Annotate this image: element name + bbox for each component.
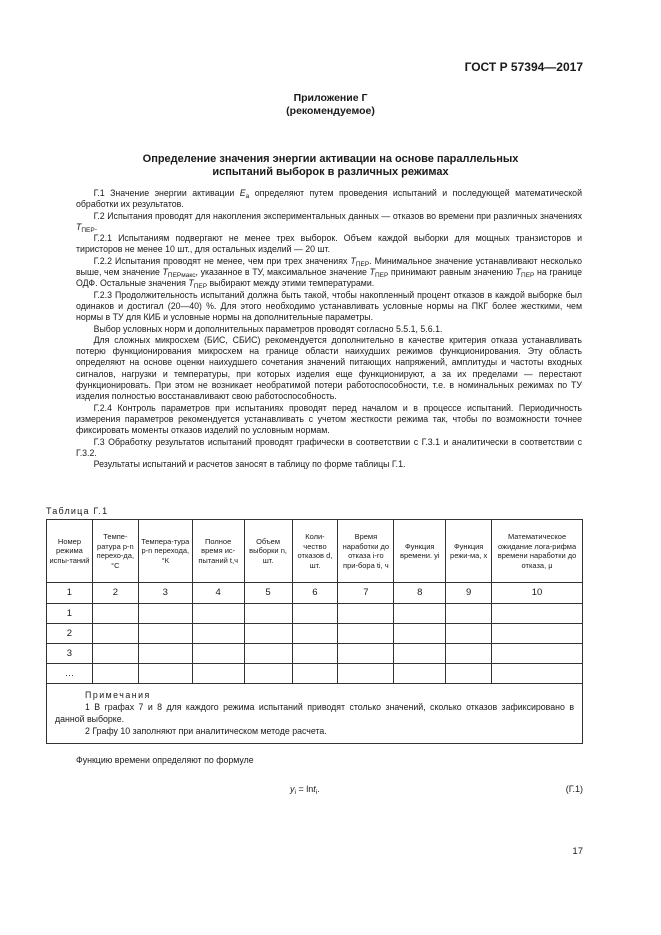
g1-text: Г.1 Значение энергии активации bbox=[93, 188, 240, 198]
table-cell bbox=[492, 664, 583, 684]
table-cell bbox=[292, 644, 338, 664]
column-number: 2 bbox=[92, 583, 138, 604]
table-notes-cell bbox=[47, 684, 583, 744]
formula-y: y bbox=[290, 784, 295, 794]
section-heading-line-1: Определение значения энергии активации на основе параллельных bbox=[142, 153, 519, 165]
paragraph-g1 bbox=[76, 188, 582, 211]
paragraph-g3 bbox=[76, 437, 582, 460]
temperature-subscript: ПЕР bbox=[193, 283, 208, 291]
table-cell bbox=[292, 604, 338, 624]
table-header-cell: Номер режима испы-таний bbox=[47, 520, 93, 583]
temperature-symbol: T bbox=[76, 221, 82, 232]
section-heading-line-2: испытаний выборок в различных режимах bbox=[212, 166, 449, 178]
appendix-subtitle: (рекомендуемое) bbox=[286, 105, 375, 117]
table-cell bbox=[192, 604, 244, 624]
column-number: 10 bbox=[492, 583, 583, 604]
table-cell bbox=[192, 664, 244, 684]
table-caption: Таблица Г.1 bbox=[46, 506, 109, 516]
table-cell bbox=[92, 644, 138, 664]
temperature-subscript: ПЕР bbox=[374, 272, 389, 280]
table-notes-row bbox=[47, 684, 583, 744]
paragraph-g21 bbox=[76, 233, 582, 256]
temperature-symbol: T bbox=[162, 267, 168, 278]
column-number: 9 bbox=[446, 583, 492, 604]
formula-period: . bbox=[317, 784, 320, 794]
table-cell bbox=[292, 664, 338, 684]
table-cell bbox=[244, 664, 292, 684]
table-cell bbox=[338, 644, 394, 664]
column-number: 8 bbox=[394, 583, 446, 604]
table-cell bbox=[138, 664, 192, 684]
temperature-symbol: T bbox=[369, 267, 375, 278]
mode-number-cell: 2 bbox=[47, 624, 93, 644]
table-cell bbox=[138, 644, 192, 664]
paragraph-g23 bbox=[76, 290, 582, 324]
paragraph-g2 bbox=[76, 211, 582, 234]
column-number: 7 bbox=[338, 583, 394, 604]
table-header-cell: Коли-чество отказов d, шт. bbox=[292, 520, 338, 583]
note-1: 1 В графах 7 и 8 для каждого режима испытаний приводят столько значений, сколько отказов зафиксировано в данной выборке. bbox=[55, 702, 574, 724]
results-table bbox=[46, 519, 583, 744]
mode-number-cell: 1 bbox=[47, 604, 93, 624]
g2-text-end: . bbox=[94, 221, 98, 232]
paragraph-results bbox=[76, 459, 582, 470]
g22-text-b: . Минимальное значение устанавливают несколько выше, чем значение bbox=[76, 255, 582, 278]
table-cell bbox=[492, 604, 583, 624]
formula-y-subscript: i bbox=[294, 789, 296, 796]
activation-energy-subscript: a bbox=[245, 193, 250, 200]
results-text: Результаты испытаний и расчетов заносят в таблицу по форме таблицы Г.1. bbox=[93, 459, 406, 470]
paragraph-g24 bbox=[76, 403, 582, 437]
section-heading bbox=[0, 153, 661, 179]
g22-text-a: Г.2.2 Испытания проводят не менее, чем при трех значениях bbox=[93, 255, 351, 266]
table-cell bbox=[394, 664, 446, 684]
mode-number-cell: 3 bbox=[47, 644, 93, 664]
g2-text: Г.2 Испытания проводят для накопления экспериментальных данных — отказов во времени при различных значениях bbox=[93, 210, 582, 221]
temperature-max-subscript: ПЕРмакс bbox=[167, 272, 196, 280]
temperature-symbol: T bbox=[188, 278, 194, 289]
g21-text: Г.2.1 Испытаниям подвергают не менее трех выборок. Объем каждой выборки для мощных транзисторов и тиристоров не менее 10 шт., для остальных изделий — 20 шт. bbox=[76, 233, 582, 255]
formula-ln: = ln bbox=[295, 784, 314, 794]
table-header-cell: Функция режи-ма, x bbox=[446, 520, 492, 583]
table-cell bbox=[492, 624, 583, 644]
formula-t: t bbox=[313, 784, 316, 794]
table-cell bbox=[394, 604, 446, 624]
appendix-title-block bbox=[0, 92, 661, 118]
table-cell bbox=[244, 624, 292, 644]
table-cell bbox=[92, 624, 138, 644]
table-cell bbox=[446, 604, 492, 624]
temperature-subscript: ПЕР bbox=[355, 260, 370, 268]
column-number: 6 bbox=[292, 583, 338, 604]
table-header-cell: Функция времени. yi bbox=[394, 520, 446, 583]
table-cell bbox=[446, 644, 492, 664]
table-cell bbox=[338, 664, 394, 684]
table-cell bbox=[338, 624, 394, 644]
table-cell bbox=[92, 604, 138, 624]
table-cell bbox=[192, 644, 244, 664]
table-row bbox=[47, 664, 583, 684]
formula-t-subscript: i bbox=[315, 789, 318, 796]
table-row bbox=[47, 644, 583, 664]
g22-text-d: принимают равным значению bbox=[388, 267, 516, 278]
table-cell bbox=[446, 664, 492, 684]
g23-text: Г.2.3 Продолжительность испытаний должна быть такой, чтобы накопленный процент отказов в каждой выборке был одинаков и достигал (20—40) %. Для этого необходимо устанавливать условные нормы на ПКГ более жесткими, чем нормы в ТУ для КИБ и условные нормы на дополнительные параметры. bbox=[76, 289, 582, 323]
table-row bbox=[47, 604, 583, 624]
g22-text-e: на границе ОДФ. Остальные значения bbox=[76, 267, 582, 289]
paragraph-norms bbox=[76, 324, 582, 335]
g22-text-c: , указанное в ТУ, максимальное значение bbox=[195, 267, 370, 278]
table-header-cell: Объем выборки n, шт. bbox=[244, 520, 292, 583]
page-number: 17 bbox=[572, 846, 583, 857]
g22-text-f: выбирают между этими температурами. bbox=[207, 278, 375, 289]
temperature-subscript: ПЕР bbox=[81, 226, 95, 234]
table-column-number-row bbox=[47, 583, 583, 604]
table-header-cell: Темпе-ратура p-n перехо-да, °С bbox=[92, 520, 138, 583]
table-cell bbox=[446, 624, 492, 644]
table-row bbox=[47, 624, 583, 644]
table-header-cell: Время наработки до отказа i-го при-бора ti, ч bbox=[338, 520, 394, 583]
complex-microchips-text: Для сложных микросхем (БИС, СБИС) рекомендуется дополнительно в качестве критерия отказа устанавливать потерю функционирования микросхем на границе области наихудших режимов функционирования. Эту область определяют на основе оценки наихудшего сочетания значений питающих напряжений, амплитуды и частоты входных сигналов, нагрузки и температуры, при которых изделия еще функционируют, а за их пределами — перестают функционировать. При этом не возникает необратимой потери работоспособности, т.е. в номинальных режимах по ТУ изделия полностью восстанавливают свою работоспособность. bbox=[76, 334, 582, 402]
table-cell bbox=[492, 644, 583, 664]
standard-designation: ГОСТ Р 57394—2017 bbox=[464, 60, 583, 74]
paragraph-g22 bbox=[76, 256, 582, 290]
table-header-cell: Полное время ис-пытаний t,ч bbox=[192, 520, 244, 583]
norms-text: Выбор условных норм и дополнительных параметров проводят согласно 5.5.1, 5.6.1. bbox=[93, 323, 443, 334]
table-header-row bbox=[47, 520, 583, 583]
table-cell bbox=[338, 604, 394, 624]
temperature-symbol: T bbox=[350, 255, 356, 266]
table-cell bbox=[394, 624, 446, 644]
g1-text-end: определяют путем проведения испытаний и последующей математической обработки их результатов. bbox=[76, 188, 582, 210]
column-number: 4 bbox=[192, 583, 244, 604]
formula-number: (Г.1) bbox=[565, 784, 583, 794]
table-cell bbox=[92, 664, 138, 684]
table-cell bbox=[138, 604, 192, 624]
table-cell bbox=[138, 624, 192, 644]
table-header-cell: Темпера-тура p-n перехода, °К bbox=[138, 520, 192, 583]
g24-text: Г.2.4 Контроль параметров при испытаниях проводят перед началом и в процессе испытаний. Периодичность измерения параметров рекомендуется устанавливать с учетом жесткости режима так, чтобы по возможности точнее фиксировать моменты отказов изделий по условным нормам. bbox=[76, 402, 582, 436]
column-number: 1 bbox=[47, 583, 93, 604]
table-cell bbox=[394, 644, 446, 664]
note-2: 2 Графу 10 заполняют при аналитическом методе расчета. bbox=[85, 726, 327, 736]
table-cell bbox=[292, 624, 338, 644]
mode-number-cell: … bbox=[47, 664, 93, 684]
column-number: 5 bbox=[244, 583, 292, 604]
table-cell bbox=[192, 624, 244, 644]
table-cell bbox=[244, 604, 292, 624]
column-number: 3 bbox=[138, 583, 192, 604]
table-header-cell: Математическое ожидание лога-рифма времени наработки до отказа, μ bbox=[492, 520, 583, 583]
table-cell bbox=[244, 644, 292, 664]
activation-energy-symbol: E bbox=[239, 188, 246, 198]
temperature-symbol: T bbox=[515, 267, 522, 278]
body-text bbox=[76, 188, 582, 470]
g3-text: Г.3 Обработку результатов испытаний проводят графически в соответствии с Г.3.1 и аналитически в соответствии с Г.3.2. bbox=[76, 436, 582, 458]
paragraph-complex-microchips bbox=[76, 335, 582, 403]
temperature-subscript: ПЕР bbox=[521, 272, 535, 280]
appendix-title: Приложение Г bbox=[293, 92, 368, 104]
notes-title: Примечания bbox=[85, 690, 151, 700]
formula-intro: Функцию времени определяют по формуле bbox=[76, 755, 254, 765]
formula-expression bbox=[290, 784, 320, 794]
